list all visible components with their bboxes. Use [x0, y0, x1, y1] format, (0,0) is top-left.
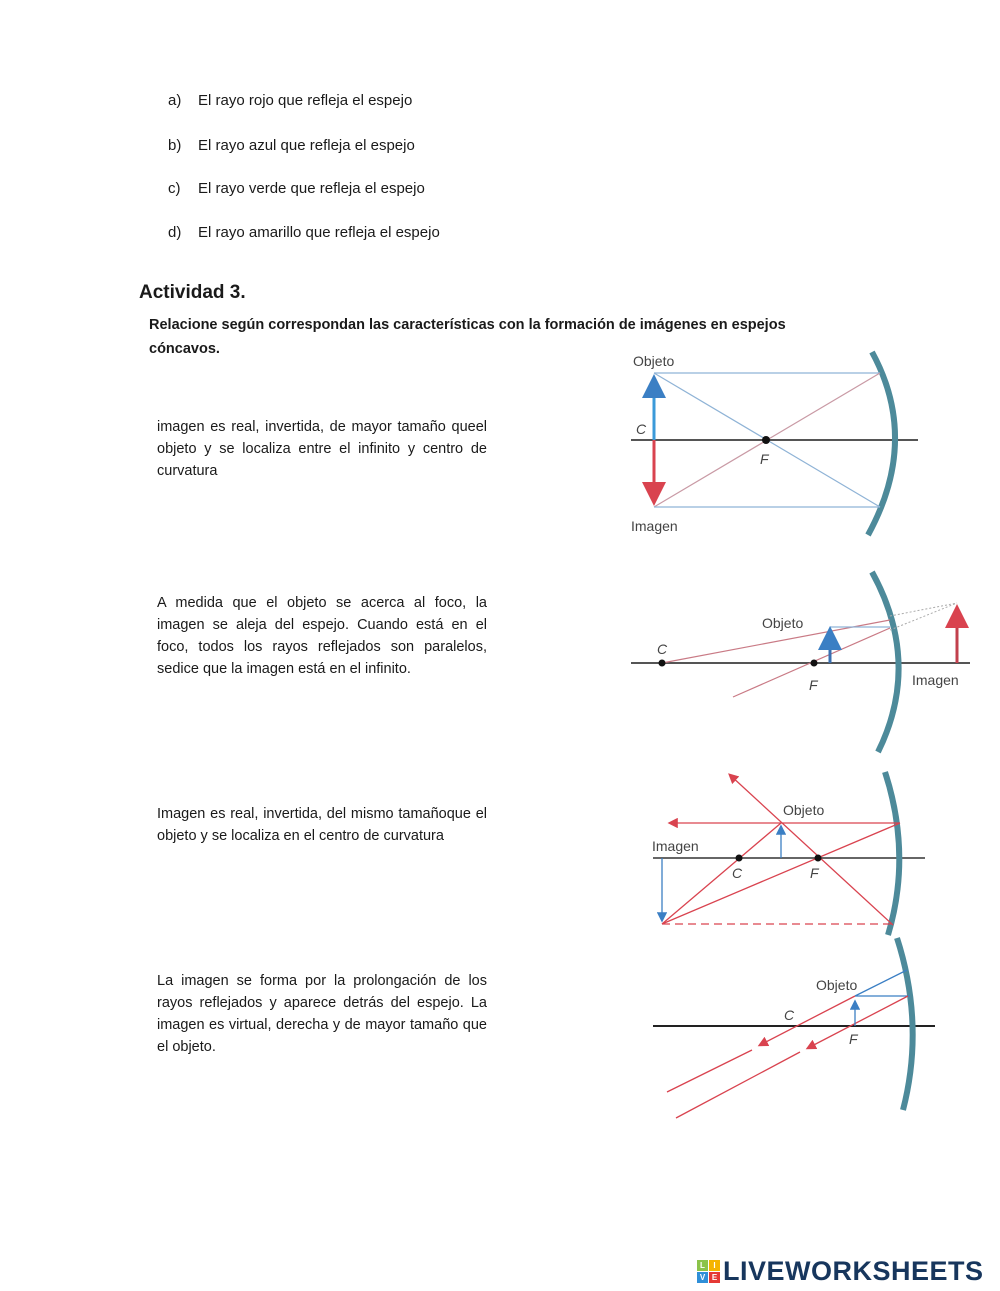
c-label: C — [732, 865, 743, 881]
diagram-1 — [631, 352, 918, 535]
item-label: c) — [168, 180, 181, 197]
f-label: F — [849, 1031, 858, 1047]
c-label: C — [636, 421, 647, 437]
ray — [855, 970, 907, 996]
ray-extension — [890, 603, 957, 630]
object-label: Objeto — [762, 615, 804, 631]
image-label: Imagen — [652, 838, 699, 854]
focus-point — [762, 436, 770, 444]
c-label: C — [784, 1007, 795, 1023]
description-2[interactable]: A medida que el objeto se acerca al foco, la imagen se aleja del espejo. Cuando está en el foco, todos los rayos reflejados son paralelos, sedice que la imagen está en el infinito. — [157, 595, 487, 677]
ray — [760, 996, 855, 1045]
liveworksheets-logo — [697, 1256, 984, 1287]
description-1[interactable]: imagen es real, invertida, de mayor tamaño queel objeto y se localiza entre el infinito y centro de curvatura — [157, 419, 487, 479]
logo-text: LIVEWORKSHEETS — [723, 1256, 984, 1286]
logo-letter: E — [709, 1272, 720, 1283]
f-label: F — [809, 677, 818, 693]
logo-letter: I — [709, 1260, 720, 1271]
c-label: C — [657, 641, 668, 657]
item-text: El rayo rojo que refleja el espejo — [198, 92, 413, 109]
item-label: d) — [168, 224, 182, 241]
object-label: Objeto — [783, 802, 825, 818]
activity-title: Actividad 3. — [139, 282, 246, 303]
item-text: El rayo verde que refleja el espejo — [198, 180, 425, 197]
image-label: Imagen — [631, 518, 678, 534]
ray — [730, 775, 893, 925]
focus-point — [811, 660, 818, 667]
activity-instruction: Relacione según correspondan las características con la formación de imágenes en espejos cóncavos. — [149, 317, 786, 357]
item-label: a) — [168, 92, 182, 109]
logo-letter: V — [697, 1272, 708, 1283]
object-label: Objeto — [633, 353, 675, 369]
item-text: El rayo amarillo que refleja el espejo — [198, 224, 440, 241]
f-label: F — [760, 451, 769, 467]
focus-point — [815, 855, 822, 862]
diagram-3 — [652, 772, 925, 935]
logo-icon — [697, 1260, 720, 1283]
description-3[interactable]: Imagen es real, invertida, del mismo tamañoque el objeto y se localiza en el centro de curvatura — [157, 806, 487, 844]
f-label: F — [810, 865, 819, 881]
diagram-2 — [631, 572, 970, 752]
concave-mirror — [885, 772, 899, 935]
item-text: El rayo azul que refleja el espejo — [198, 137, 415, 154]
center-point — [659, 660, 666, 667]
center-point — [736, 855, 743, 862]
object-label: Objeto — [816, 977, 858, 993]
item-label: b) — [168, 137, 182, 154]
ray-extension — [890, 603, 957, 616]
diagram-4 — [653, 938, 935, 1118]
ray — [676, 1052, 800, 1118]
ray — [667, 1050, 752, 1092]
concave-mirror — [897, 938, 913, 1110]
description-4[interactable]: La imagen se forma por la prolongación de los rayos reflejados y aparece detrás del espejo. La imagen es virtual, derecha y de mayor tamaño que el objeto. — [157, 973, 487, 1055]
ray — [808, 996, 908, 1048]
logo-letter: L — [697, 1260, 708, 1271]
image-label: Imagen — [912, 672, 959, 688]
